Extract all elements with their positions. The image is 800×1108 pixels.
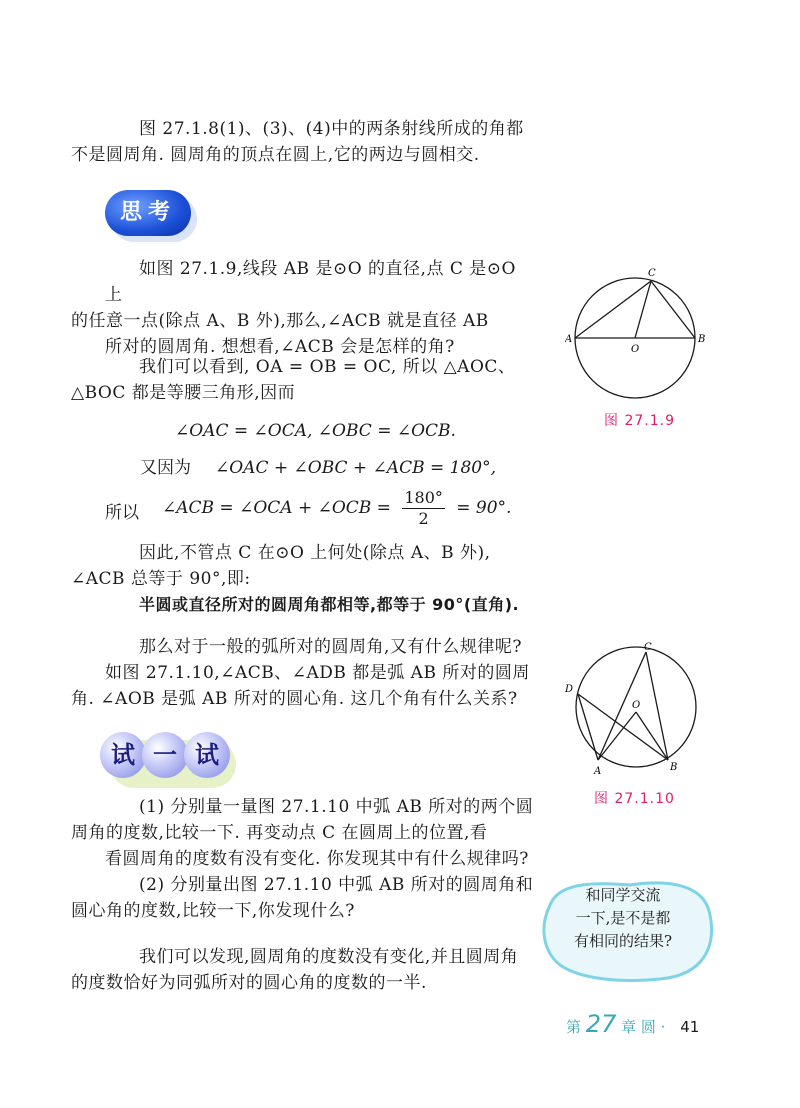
- side-note-line-1: 和同学交流: [585, 886, 661, 904]
- task-2-line-2: 圆心角的度数,比较一下,你发现什么?: [71, 901, 355, 921]
- label-b: B: [670, 762, 678, 773]
- fraction-numerator: 180°: [404, 488, 443, 507]
- think-line-3: 所对的圆周角. 想想看,∠ACB 会是怎样的角?: [105, 337, 455, 357]
- intro-paragraph: [71, 116, 535, 168]
- label-d: D: [565, 684, 574, 695]
- chord-ad: [578, 694, 598, 760]
- equation-1: ∠OAC = ∠OCA, ∠OBC = ∠OCB.: [175, 421, 456, 441]
- footer-chapter-title: 章 圆 ·: [621, 1018, 666, 1036]
- fraction: [402, 488, 445, 529]
- label-o: O: [631, 344, 640, 355]
- try-char-2: 一: [142, 732, 188, 778]
- footer-chapter-number: 27: [585, 1010, 617, 1038]
- page-number: 41: [680, 1018, 700, 1036]
- reason-line-1: 我们可以看到, OA = OB = OC, 所以 △AOC、: [139, 357, 516, 377]
- label-b: B: [698, 334, 706, 345]
- radius-oc: [635, 281, 651, 338]
- equation-3-prefix: 所以: [105, 503, 139, 523]
- label-c: C: [644, 642, 652, 653]
- label-a: A: [594, 766, 602, 777]
- fraction-denominator: 2: [418, 509, 429, 528]
- question-paragraph: [71, 634, 535, 712]
- side-note-line-3: 有相同的结果?: [573, 932, 673, 950]
- conclusion-paragraph: [71, 540, 535, 592]
- chord-ac: [575, 281, 651, 338]
- try-char-3: 试: [184, 732, 230, 778]
- label-c: C: [648, 268, 656, 279]
- intro-line-2: 不是圆周角. 圆周角的顶点在圆上,它的两边与圆相交.: [71, 145, 480, 165]
- conclusion-line-2: ∠ACB 总等于 90°,即:: [71, 569, 251, 589]
- page-footer: [566, 1010, 699, 1038]
- side-note-line-2: 一下,是不是都: [575, 909, 671, 927]
- finding-line-1: 我们可以发现,圆周角的度数没有变化,并且圆周角: [139, 947, 519, 967]
- think-line-1: 如图 27.1.9,线段 AB 是⊙O 的直径,点 C 是⊙O 上: [105, 259, 516, 305]
- footer-prefix: 第: [566, 1018, 582, 1036]
- task-1-line-1: (1) 分别量一量图 27.1.10 中弧 AB 所对的两个圆: [139, 797, 534, 817]
- equation-3: [162, 488, 511, 529]
- conclusion-line-1: 因此,不管点 C 在⊙O 上何处(除点 A、B 外),: [139, 543, 491, 563]
- think-line-2: 的任意一点(除点 A、B 外),那么,∠ACB 就是直径 AB: [71, 311, 489, 331]
- figure-27-1-9: [565, 262, 715, 412]
- task-1-paragraph: [71, 794, 535, 872]
- try-badge: [100, 728, 230, 784]
- figure-27-1-10: [560, 640, 710, 780]
- equation-3-right: = 90°.: [456, 498, 512, 518]
- task-2-paragraph: [71, 872, 535, 924]
- finding-line-2: 的度数恰好为同弧所对的圆心角的度数的一半.: [71, 973, 427, 993]
- try-char-1: 试: [100, 732, 146, 778]
- reason-line-2: △BOC 都是等腰三角形,因而: [71, 383, 296, 403]
- side-note: [548, 884, 698, 974]
- reason-paragraph: [71, 354, 535, 406]
- figure-27-1-10-caption: 图 27.1.10: [594, 791, 675, 807]
- think-paragraph: [71, 256, 535, 360]
- question-line-1: 那么对于一般的弧所对的圆周角,又有什么规律呢?: [139, 637, 523, 657]
- intro-line-1: 图 27.1.8(1)、(3)、(4)中的两条射线所成的角都: [139, 119, 524, 139]
- equation-2: ∠OAC + ∠OBC + ∠ACB = 180°,: [215, 458, 496, 478]
- think-badge: 思考: [105, 190, 191, 236]
- equation-3-left: ∠ACB = ∠OCA + ∠OCB =: [162, 498, 391, 518]
- task-2-line-1: (2) 分别量出图 27.1.10 中弧 AB 所对的圆周角和: [139, 875, 534, 895]
- equation-2-prefix: 又因为: [140, 458, 191, 478]
- finding-paragraph: [71, 944, 535, 996]
- task-1-line-3: 看圆周角的度数有没有变化. 你发现其中有什么规律吗?: [105, 849, 529, 869]
- task-1-line-2: 周角的度数,比较一下. 再变动点 C 在圆周上的位置,看: [71, 823, 488, 843]
- question-line-3: 角. ∠AOB 是弧 AB 所对的圆心角. 这几个角有什么关系?: [71, 689, 518, 709]
- figure-27-1-9-caption: 图 27.1.9: [604, 413, 675, 429]
- label-a: A: [565, 334, 573, 345]
- theorem-statement: 半圆或直径所对的圆周角都相等,都等于 90°(直角).: [139, 595, 520, 614]
- label-o: O: [632, 700, 641, 711]
- radius-oa: [598, 712, 636, 760]
- question-line-2: 如图 27.1.10,∠ACB、∠ADB 都是弧 AB 所对的圆周: [105, 663, 530, 683]
